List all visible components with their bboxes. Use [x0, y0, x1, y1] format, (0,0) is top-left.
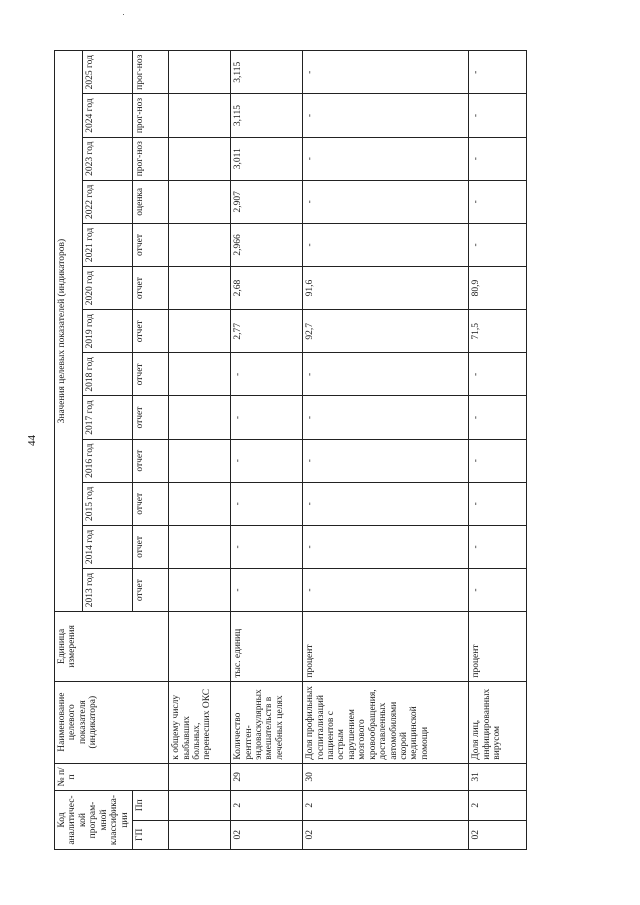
table-row [231, 51, 303, 850]
cell-num: 31 [469, 763, 527, 790]
header-name: Наименование целевого показателя (индикатора) [55, 681, 169, 763]
cell-value [169, 569, 231, 612]
cell-value: 80,9 [469, 267, 527, 310]
cell-num: 29 [231, 763, 303, 790]
header-type: отчет [133, 267, 169, 310]
cell-value: - [469, 569, 527, 612]
header-year: 2017 год [82, 396, 132, 439]
header-type: отчет [133, 569, 169, 612]
header-type: отчет [133, 396, 169, 439]
cell-gp: 02 [469, 820, 527, 849]
cell-gp: 02 [231, 820, 303, 849]
cell-value: - [469, 482, 527, 525]
cell-value [169, 180, 231, 223]
page-number: 44 [26, 435, 38, 446]
cell-value [169, 51, 231, 94]
header-type: оценка [133, 180, 169, 223]
cell-name: Доля профильных госпитализаций пациентов с острым нарушением мозгового кровообращения, доставленных автомобилями скорой медицинской помощи [303, 681, 469, 763]
header-year: 2019 год [82, 310, 132, 353]
cell-value: - [303, 353, 469, 396]
header-year: 2016 год [82, 439, 132, 482]
cell-value: 71,5 [469, 310, 527, 353]
cell-value: 2,77 [231, 310, 303, 353]
cell-num: 30 [303, 763, 469, 790]
header-type: прог-ноз [133, 94, 169, 137]
header-values-group: Значения целевых показателей (индикаторов) [55, 51, 83, 612]
header-type: отчет [133, 223, 169, 266]
cell-value: - [303, 223, 469, 266]
cell-value [169, 353, 231, 396]
cell-value: - [231, 439, 303, 482]
cell-value: - [469, 51, 527, 94]
cell-value: - [231, 569, 303, 612]
cell-pp: 2 [469, 791, 527, 820]
cell-value: - [303, 525, 469, 568]
cell-value [169, 482, 231, 525]
cell-value: - [303, 94, 469, 137]
cell-value: - [469, 180, 527, 223]
cell-unit: процент [303, 612, 469, 681]
cell-value: 3,115 [231, 94, 303, 137]
cell-value: - [303, 482, 469, 525]
cell-value: - [231, 353, 303, 396]
cell-num [169, 763, 231, 790]
cell-value [169, 137, 231, 180]
header-type: прог-ноз [133, 137, 169, 180]
cell-value: 2,966 [231, 223, 303, 266]
header-year: 2025 год [82, 51, 132, 94]
cell-value: - [303, 180, 469, 223]
header-pp: Пп [133, 791, 169, 820]
header-type: отчет [133, 439, 169, 482]
cell-value: 2,907 [231, 180, 303, 223]
cell-value [169, 94, 231, 137]
header-year: 2024 год [82, 94, 132, 137]
cell-unit: тыс. единиц [231, 612, 303, 681]
cell-value: 91,6 [303, 267, 469, 310]
cell-value: - [231, 396, 303, 439]
cell-value: - [231, 482, 303, 525]
header-num: № п/п [55, 763, 169, 790]
header-year: 2014 год [82, 525, 132, 568]
cell-pp [169, 791, 231, 820]
cell-value: 3,011 [231, 137, 303, 180]
cell-value: - [303, 569, 469, 612]
cell-value [169, 396, 231, 439]
cell-value: - [469, 353, 527, 396]
header-unit: Единица измерения [55, 612, 169, 681]
table-row [303, 51, 469, 850]
cell-value: - [469, 439, 527, 482]
cell-name: к общему числу выбывших больных, перенесших ОКС [169, 681, 231, 763]
header-year: 2023 год [82, 137, 132, 180]
cell-value: - [303, 51, 469, 94]
cell-unit [169, 612, 231, 681]
cell-name: Доля лиц, инфицированных вирусом [469, 681, 527, 763]
cell-name: Количество рентген-эндоваскулярных вмешательств в лечебных целях [231, 681, 303, 763]
cell-gp: 02 [303, 820, 469, 849]
cell-value: - [303, 439, 469, 482]
cell-value [169, 310, 231, 353]
cell-value: 2,68 [231, 267, 303, 310]
cell-value: 92,7 [303, 310, 469, 353]
cell-value: - [469, 137, 527, 180]
table-row [169, 51, 231, 850]
header-year: 2022 год [82, 180, 132, 223]
cell-value: 3,115 [231, 51, 303, 94]
header-year: 2021 год [82, 223, 132, 266]
table-row [469, 51, 527, 850]
header-code-group: Код аналитичес-кой програм-мной классифика-ции [55, 791, 133, 850]
cell-value: - [469, 94, 527, 137]
header-year: 2018 год [82, 353, 132, 396]
cell-value: - [231, 525, 303, 568]
cell-unit: процент [469, 612, 527, 681]
cell-value: - [303, 137, 469, 180]
cell-value [169, 525, 231, 568]
rotated-table-container [54, 50, 510, 850]
header-type: прог-ноз [133, 51, 169, 94]
header-type: отчет [133, 353, 169, 396]
cell-value: - [303, 396, 469, 439]
header-year: 2015 год [82, 482, 132, 525]
header-type: отчет [133, 482, 169, 525]
cell-pp: 2 [231, 791, 303, 820]
indicators-table [54, 50, 527, 850]
header-year: 2013 год [82, 569, 132, 612]
cell-value: - [469, 223, 527, 266]
cell-value [169, 223, 231, 266]
cell-value [169, 267, 231, 310]
scan-artifact [123, 14, 124, 15]
cell-gp [169, 820, 231, 849]
cell-pp: 2 [303, 791, 469, 820]
header-type: отчет [133, 310, 169, 353]
cell-value: - [469, 525, 527, 568]
header-gp: ГП [133, 820, 169, 849]
cell-value: - [469, 396, 527, 439]
header-type: отчет [133, 525, 169, 568]
cell-value [169, 439, 231, 482]
header-year: 2020 год [82, 267, 132, 310]
